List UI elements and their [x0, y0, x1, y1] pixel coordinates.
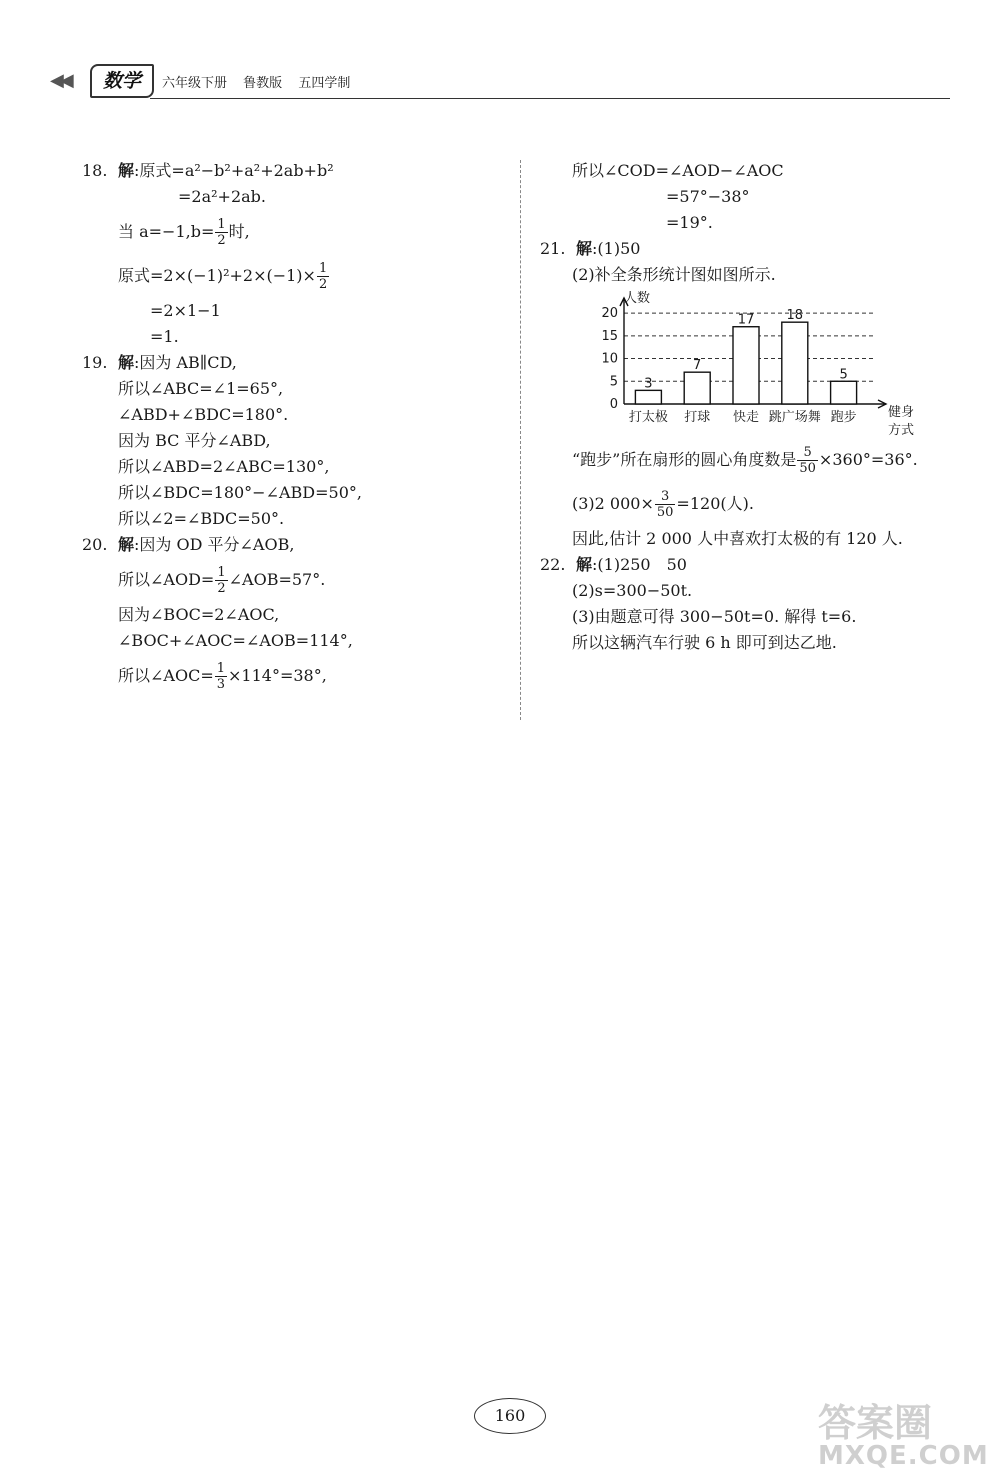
header-rule [150, 98, 950, 99]
fraction [655, 489, 676, 520]
q19-text-5: 所以∠ABD=2∠ABC=130°, [118, 457, 330, 476]
q18-text-1: :原式=a²−b²+a²+2ab+b² [134, 161, 334, 180]
frac-den: 2 [217, 233, 226, 248]
frac-num: 5 [797, 445, 818, 461]
header-system: 五四学制 [298, 76, 351, 91]
q21-text-4a: (3)2 000× [572, 494, 654, 513]
q18-line-6 [82, 324, 502, 350]
chart-ytick-label: 10 [601, 351, 618, 367]
chart-category-label: 跳广场舞 [768, 410, 821, 425]
q19-text-4: 因为 BC 平分∠ABD, [118, 431, 271, 450]
q18-text-6: =1. [150, 327, 179, 346]
header-info [162, 72, 362, 91]
bar-chart [540, 288, 960, 438]
q18-line-5 [82, 298, 502, 324]
q22-jie: 解 [576, 555, 593, 574]
frac-num: 1 [216, 661, 226, 676]
q19-text-1: :因为 AB∥CD, [134, 353, 237, 372]
frac-num: 1 [318, 261, 328, 276]
frac-den: 2 [217, 581, 226, 596]
left-column [82, 158, 502, 698]
fraction [215, 661, 227, 692]
q19-text-6: 所以∠BDC=180°−∠ABD=50°, [118, 483, 362, 502]
double-chevron-left-icon: ◀◀ [50, 70, 70, 91]
frac-den: 50 [799, 461, 816, 476]
q22-text-4: 所以这辆汽车行驶 6 h 即可到达乙地. [572, 633, 837, 652]
q21-text-3b: ×360°=36°. [818, 450, 918, 469]
q18-text-5: =2×1−1 [150, 301, 221, 320]
q20-line-1 [82, 532, 502, 558]
q19-jie: 解 [118, 353, 135, 372]
frac-num: 1 [217, 565, 226, 580]
subject-badge: 数学 [90, 64, 154, 98]
q19-number: 19. [82, 353, 108, 372]
q20-jie: 解 [118, 535, 135, 554]
q21-jie: 解 [576, 239, 593, 258]
q18-text-3a: 当 a=−1,b= [118, 222, 215, 241]
chart-ylabel: 人数 [624, 291, 651, 306]
chart-category-label: 跑步 [830, 410, 857, 425]
watermark-logo [818, 1401, 989, 1471]
chart-bar [684, 372, 710, 404]
chart-data-label: 3 [644, 376, 653, 392]
bar-chart-svg [540, 288, 940, 438]
chart-category-label: 打球 [684, 410, 711, 425]
fraction [215, 565, 227, 596]
chart-bar [733, 327, 759, 404]
chart-ytick-label: 15 [601, 328, 618, 344]
chart-data-label: 5 [839, 367, 848, 383]
fraction [215, 217, 227, 248]
q22-number: 22. [540, 555, 566, 574]
frac-den: 3 [216, 677, 226, 692]
q18-number: 18. [82, 161, 108, 180]
chart-data-label: 17 [737, 312, 755, 328]
q22-text-1: :(1)250 50 [592, 555, 687, 574]
chart-bar [782, 322, 808, 404]
chart-xlabel-1: 健身 [888, 405, 915, 420]
chart-bar [635, 390, 661, 404]
q18-text-3b: 时, [228, 222, 250, 241]
chart-ytick-label: 5 [609, 374, 618, 390]
q19-text-2: 所以∠ABC=∠1=65°, [118, 379, 284, 398]
q20-text-2b: ∠AOB=57°. [228, 570, 326, 589]
q21-line-1 [540, 236, 960, 262]
r-text-1: 所以∠COD=∠AOD−∠AOC [572, 161, 784, 180]
watermark-text: 答案圈 [818, 1401, 933, 1445]
q20-text-3: 因为∠BOC=2∠AOC, [118, 605, 280, 624]
q22-line-1 [540, 552, 960, 578]
chart-ytick-label: 0 [609, 397, 618, 412]
fraction [317, 261, 329, 292]
frac-den: 2 [318, 277, 328, 292]
q18-line-3 [82, 210, 502, 254]
chart-ytick-label: 20 [601, 306, 618, 322]
q22-text-2: (2)s=300−50t. [572, 581, 693, 600]
q19-text-3: ∠ABD+∠BDC=180°. [118, 405, 289, 424]
chart-xlabel-2: 方式 [888, 423, 915, 438]
frac-den: 50 [656, 505, 674, 520]
q18-line-2 [82, 184, 502, 210]
header-grade: 六年级下册 [162, 76, 228, 91]
page-number: 160 [474, 1398, 546, 1434]
q21-text-5: 因此,估计 2 000 人中喜欢打太极的有 120 人. [572, 529, 903, 548]
q21-text-2: (2)补全条形统计图如图所示. [572, 265, 776, 284]
q21-text-3a: “跑步”所在扇形的圆心角度数是 [572, 450, 797, 469]
q18-jie: 解 [118, 161, 135, 180]
q21-text-4b: =120(人). [676, 494, 754, 513]
q20-text-2a: 所以∠AOD= [118, 570, 215, 589]
watermark-url: MXQE.COM [818, 1441, 989, 1471]
q18-text-2: =2a²+2ab. [178, 187, 266, 206]
q18-line-4 [82, 254, 502, 298]
q20-text-5b: ×114°=38°, [228, 666, 327, 685]
frac-num: 1 [217, 217, 226, 232]
r-text-2: =57°−38° [666, 187, 750, 206]
chart-bar [831, 381, 857, 404]
chart-category-label: 快走 [732, 410, 760, 425]
fraction [797, 445, 818, 476]
column-divider [520, 160, 521, 720]
q20-text-5a: 所以∠AOC= [118, 666, 214, 685]
q20-text-4: ∠BOC+∠AOC=∠AOB=114°, [118, 631, 353, 650]
right-column [540, 158, 960, 656]
q19-line-1 [82, 350, 502, 376]
q18-text-4a: 原式=2×(−1)²+2×(−1)× [118, 266, 316, 285]
chart-data-label: 7 [693, 358, 702, 374]
r-text-3: =19°. [666, 213, 713, 232]
chart-category-label: 打太极 [628, 410, 668, 425]
frac-num: 3 [655, 489, 676, 505]
page-header [50, 64, 950, 100]
chart-data-label: 18 [786, 308, 804, 324]
q21-number: 21. [540, 239, 566, 258]
q20-text-1: :因为 OD 平分∠AOB, [134, 535, 295, 554]
q20-number: 20. [82, 535, 108, 554]
q22-text-3: (3)由题意可得 300−50t=0. 解得 t=6. [572, 607, 857, 626]
q21-text-1: :(1)50 [592, 239, 641, 258]
header-edition: 鲁教版 [243, 76, 283, 91]
q18-line-1 [82, 158, 502, 184]
q19-text-7: 所以∠2=∠BDC=50°. [118, 509, 285, 528]
